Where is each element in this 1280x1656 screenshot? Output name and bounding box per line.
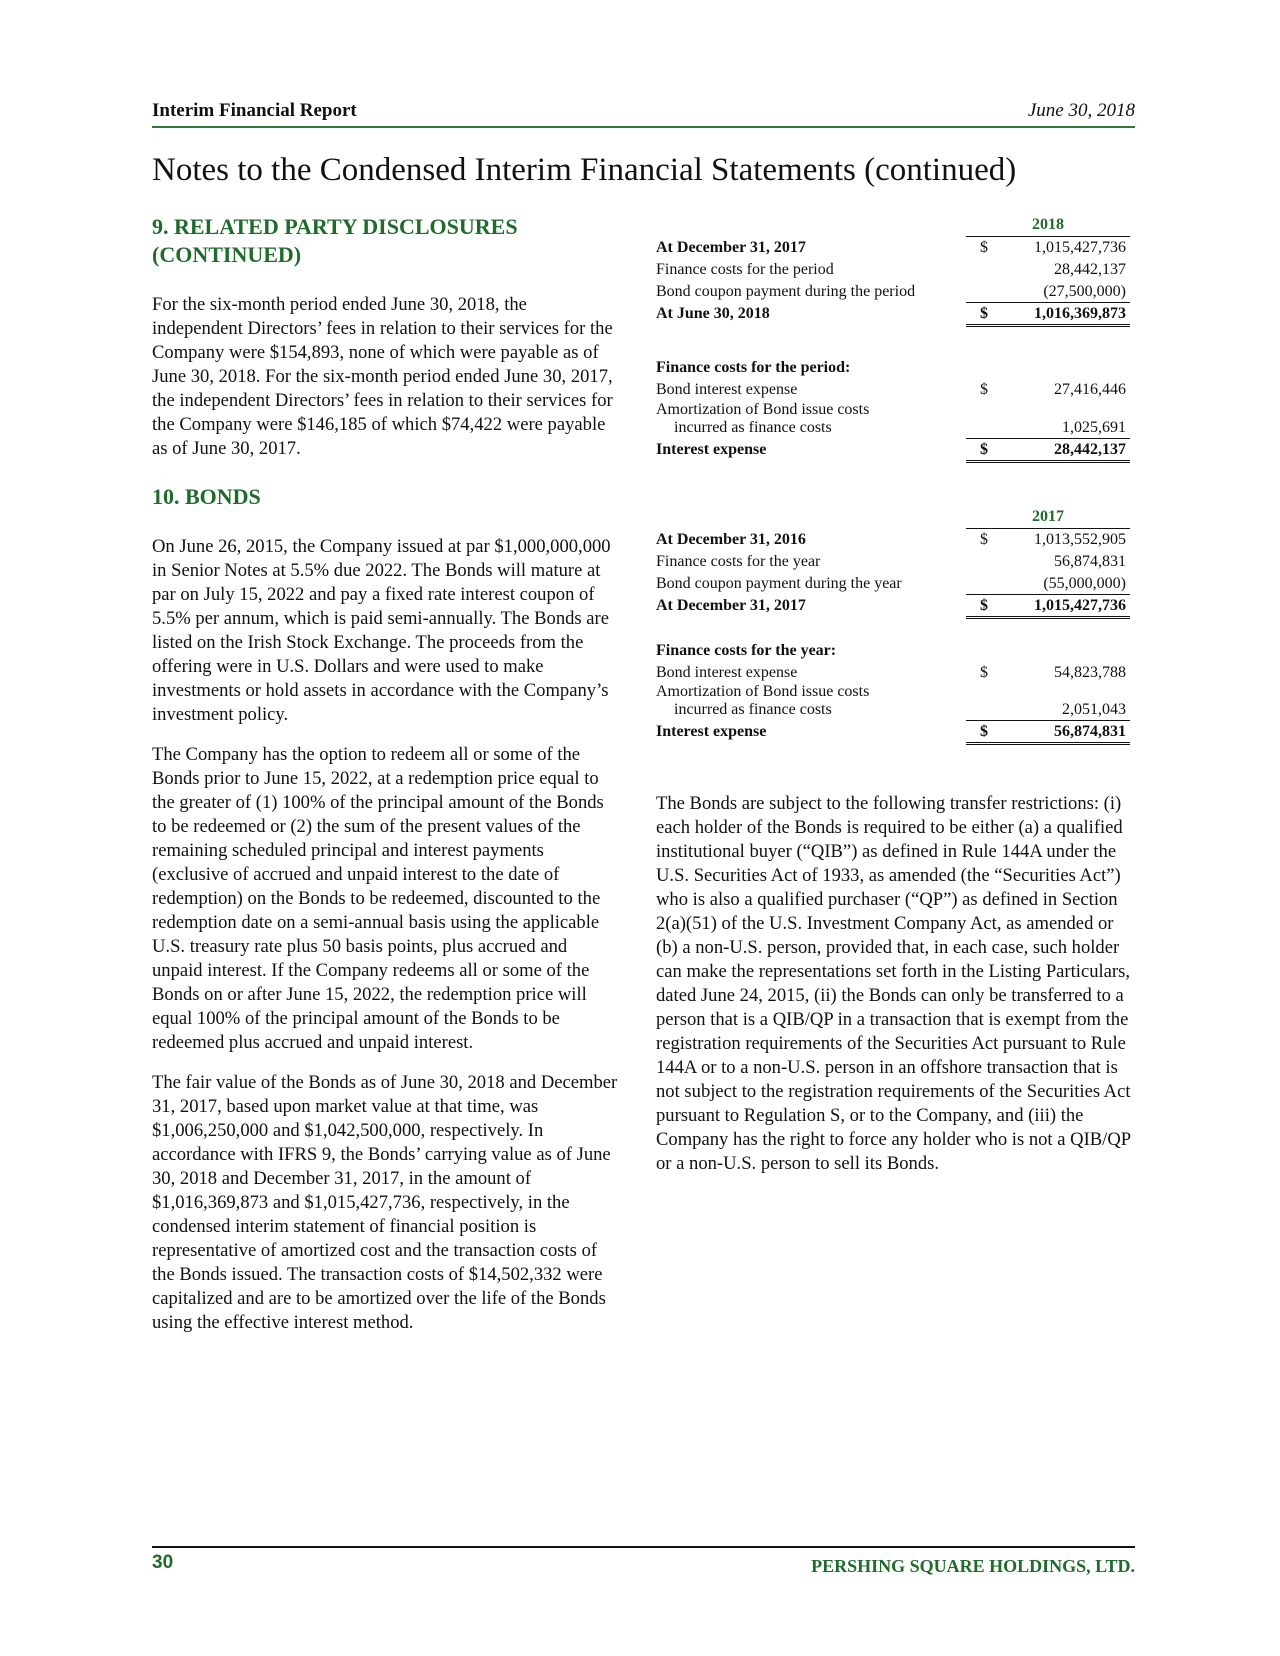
table-total-row: Interest expense $ 56,874,831 [656,723,1126,740]
section-10-heading: 10. BONDS [152,484,261,509]
right-column-text [656,792,1134,1176]
report-date: June 30, 2018 [1027,100,1135,121]
left-column [152,213,622,1335]
page-number: 30 [152,1552,174,1573]
report-header [152,100,1135,124]
finance-costs-heading: Finance costs for the year: [656,642,837,659]
table-year: 2018 [1032,216,1064,233]
bonds-paragraph-1: On June 26, 2015, the Company issued at par $1,000,000,000 in Senior Notes at 5.5% due 2022. The Bonds will mature at par on July 15, 2022 and pay a fixed rate interest coupon of 5.5% per annum, which is paid semi-annually. The Bonds are listed on the Irish Stock Exchange. The proceeds from the offering were in U.S. Dollars and were used to make investments or hold assets in accordance with the Company’s investment policy. [152,536,611,725]
table-row: incurred as finance costs 1,025,691 [674,419,1126,436]
table-total-row: At June 30, 2018 $ 1,016,369,873 [656,305,1126,322]
table-row: Bond interest expense $ 27,416,446 [656,381,1126,398]
footer-divider [152,1546,1135,1548]
table-row: Amortization of Bond issue costs [656,401,870,418]
report-title: Interim Financial Report [152,100,357,121]
table-row: At December 31, 2016 $ 1,013,552,905 [656,531,1126,548]
company-name: PERSHING SQUARE HOLDINGS, LTD. [811,1556,1135,1576]
section-9-heading: 9. RELATED PARTY DISCLOSURES [152,214,518,239]
table-row: Finance costs for the period 28,442,137 [656,261,1126,278]
table-row: Bond coupon payment during the period (27,500,000) [656,283,1126,300]
page-title: Notes to the Condensed Interim Financial Statements (continued) [152,152,1017,188]
bonds-paragraph-3: The fair value of the Bonds as of June 30, 2018 and December 31, 2017, based upon market value at that time, was $1,006,250,000 and $1,042,500,000, respectively. In accordance with IFRS 9, the Bonds’ carrying value as of June 30, 2018 and December 31, 2017, in the amount of $1,016,369,873 and $1,015,427,736, respectively, in the condensed interim statement of financial position is representative of amortized cost and the transaction costs of the Bonds issued. The transaction costs of $14,502,332 were capitalized and are to be amortized over the life of the Bonds using the effective interest method. [152,1072,618,1333]
section-9-heading-cont: (CONTINUED) [152,242,302,267]
table-row: incurred as finance costs 2,051,043 [674,701,1126,718]
header-divider [152,126,1135,128]
table-year: 2017 [1032,508,1064,525]
table-total-row: At December 31, 2017 $ 1,015,427,736 [656,597,1126,614]
bonds-paragraph-2: The Company has the option to redeem all or some of the Bonds prior to June 15, 2022, at a redemption price equal to the greater of (1) 100% of the principal amount of the Bonds to be redeemed or (2) the sum of the present values of the remaining scheduled principal and interest payments (exclusive of accrued and unpaid interest to the date of redemption) on the Bonds to be redeemed, discounted to the redemption date on a semi-annual basis using the applicable U.S. treasury rate plus 50 basis points, plus accrued and unpaid interest. If the Company redeems all or some of the Bonds on or after June 15, 2022, the redemption price will equal 100% of the principal amount of the Bonds to be redeemed plus accrued and unpaid interest. [152,744,604,1053]
table-row: Amortization of Bond issue costs [656,683,870,700]
table-row: Bond interest expense $ 54,823,788 [656,664,1126,681]
table-row: At December 31, 2017 $ 1,015,427,736 [656,239,1126,256]
section-9-paragraph: For the six-month period ended June 30, 2018, the independent Directors’ fees in relation to their services for the Company were $154,893, none of which were payable as of June 30, 2018. For the six-month period ended June 30, 2017, the independent Directors’ fees in relation to their services for the Company were $146,185 of which $74,422 were payable as of June 30, 2017. [152,294,613,459]
transfer-restrictions-paragraph: The Bonds are subject to the following transfer restrictions: (i) each holder of the Bonds is required to be either (a) a qualified institutional buyer (“QIB”) as defined in Rule 144A under the U.S. Securities Act of 1933, as amended (the “Securities Act”) who is also a qualified purchaser (“QP”) as defined in Section 2(a)(51) of the U.S. Investment Company Act, as amended or (b) a non-U.S. person, provided that, in each case, such holder can make the representations set forth in the Listing Particulars, dated June 24, 2015, (ii) the Bonds can only be transferred to a person that is a QIB/QP in a transaction that is exempt from the registration requirements of the Securities Act pursuant to Rule 144A or to a non-U.S. person in an offshore transaction that is not subject to the registration requirements of the Securities Act pursuant to Regulation S, or to the Company, and (iii) the Company has the right to force any holder who is not a QIB/QP or a non-U.S. person to sell its Bonds. [656,793,1131,1174]
table-row: Bond coupon payment during the year (55,000,000) [656,575,1126,592]
finance-costs-heading: Finance costs for the period: [656,359,851,376]
table-total-row: Interest expense $ 28,442,137 [656,441,1126,458]
table-row: Finance costs for the year 56,874,831 [656,553,1126,570]
